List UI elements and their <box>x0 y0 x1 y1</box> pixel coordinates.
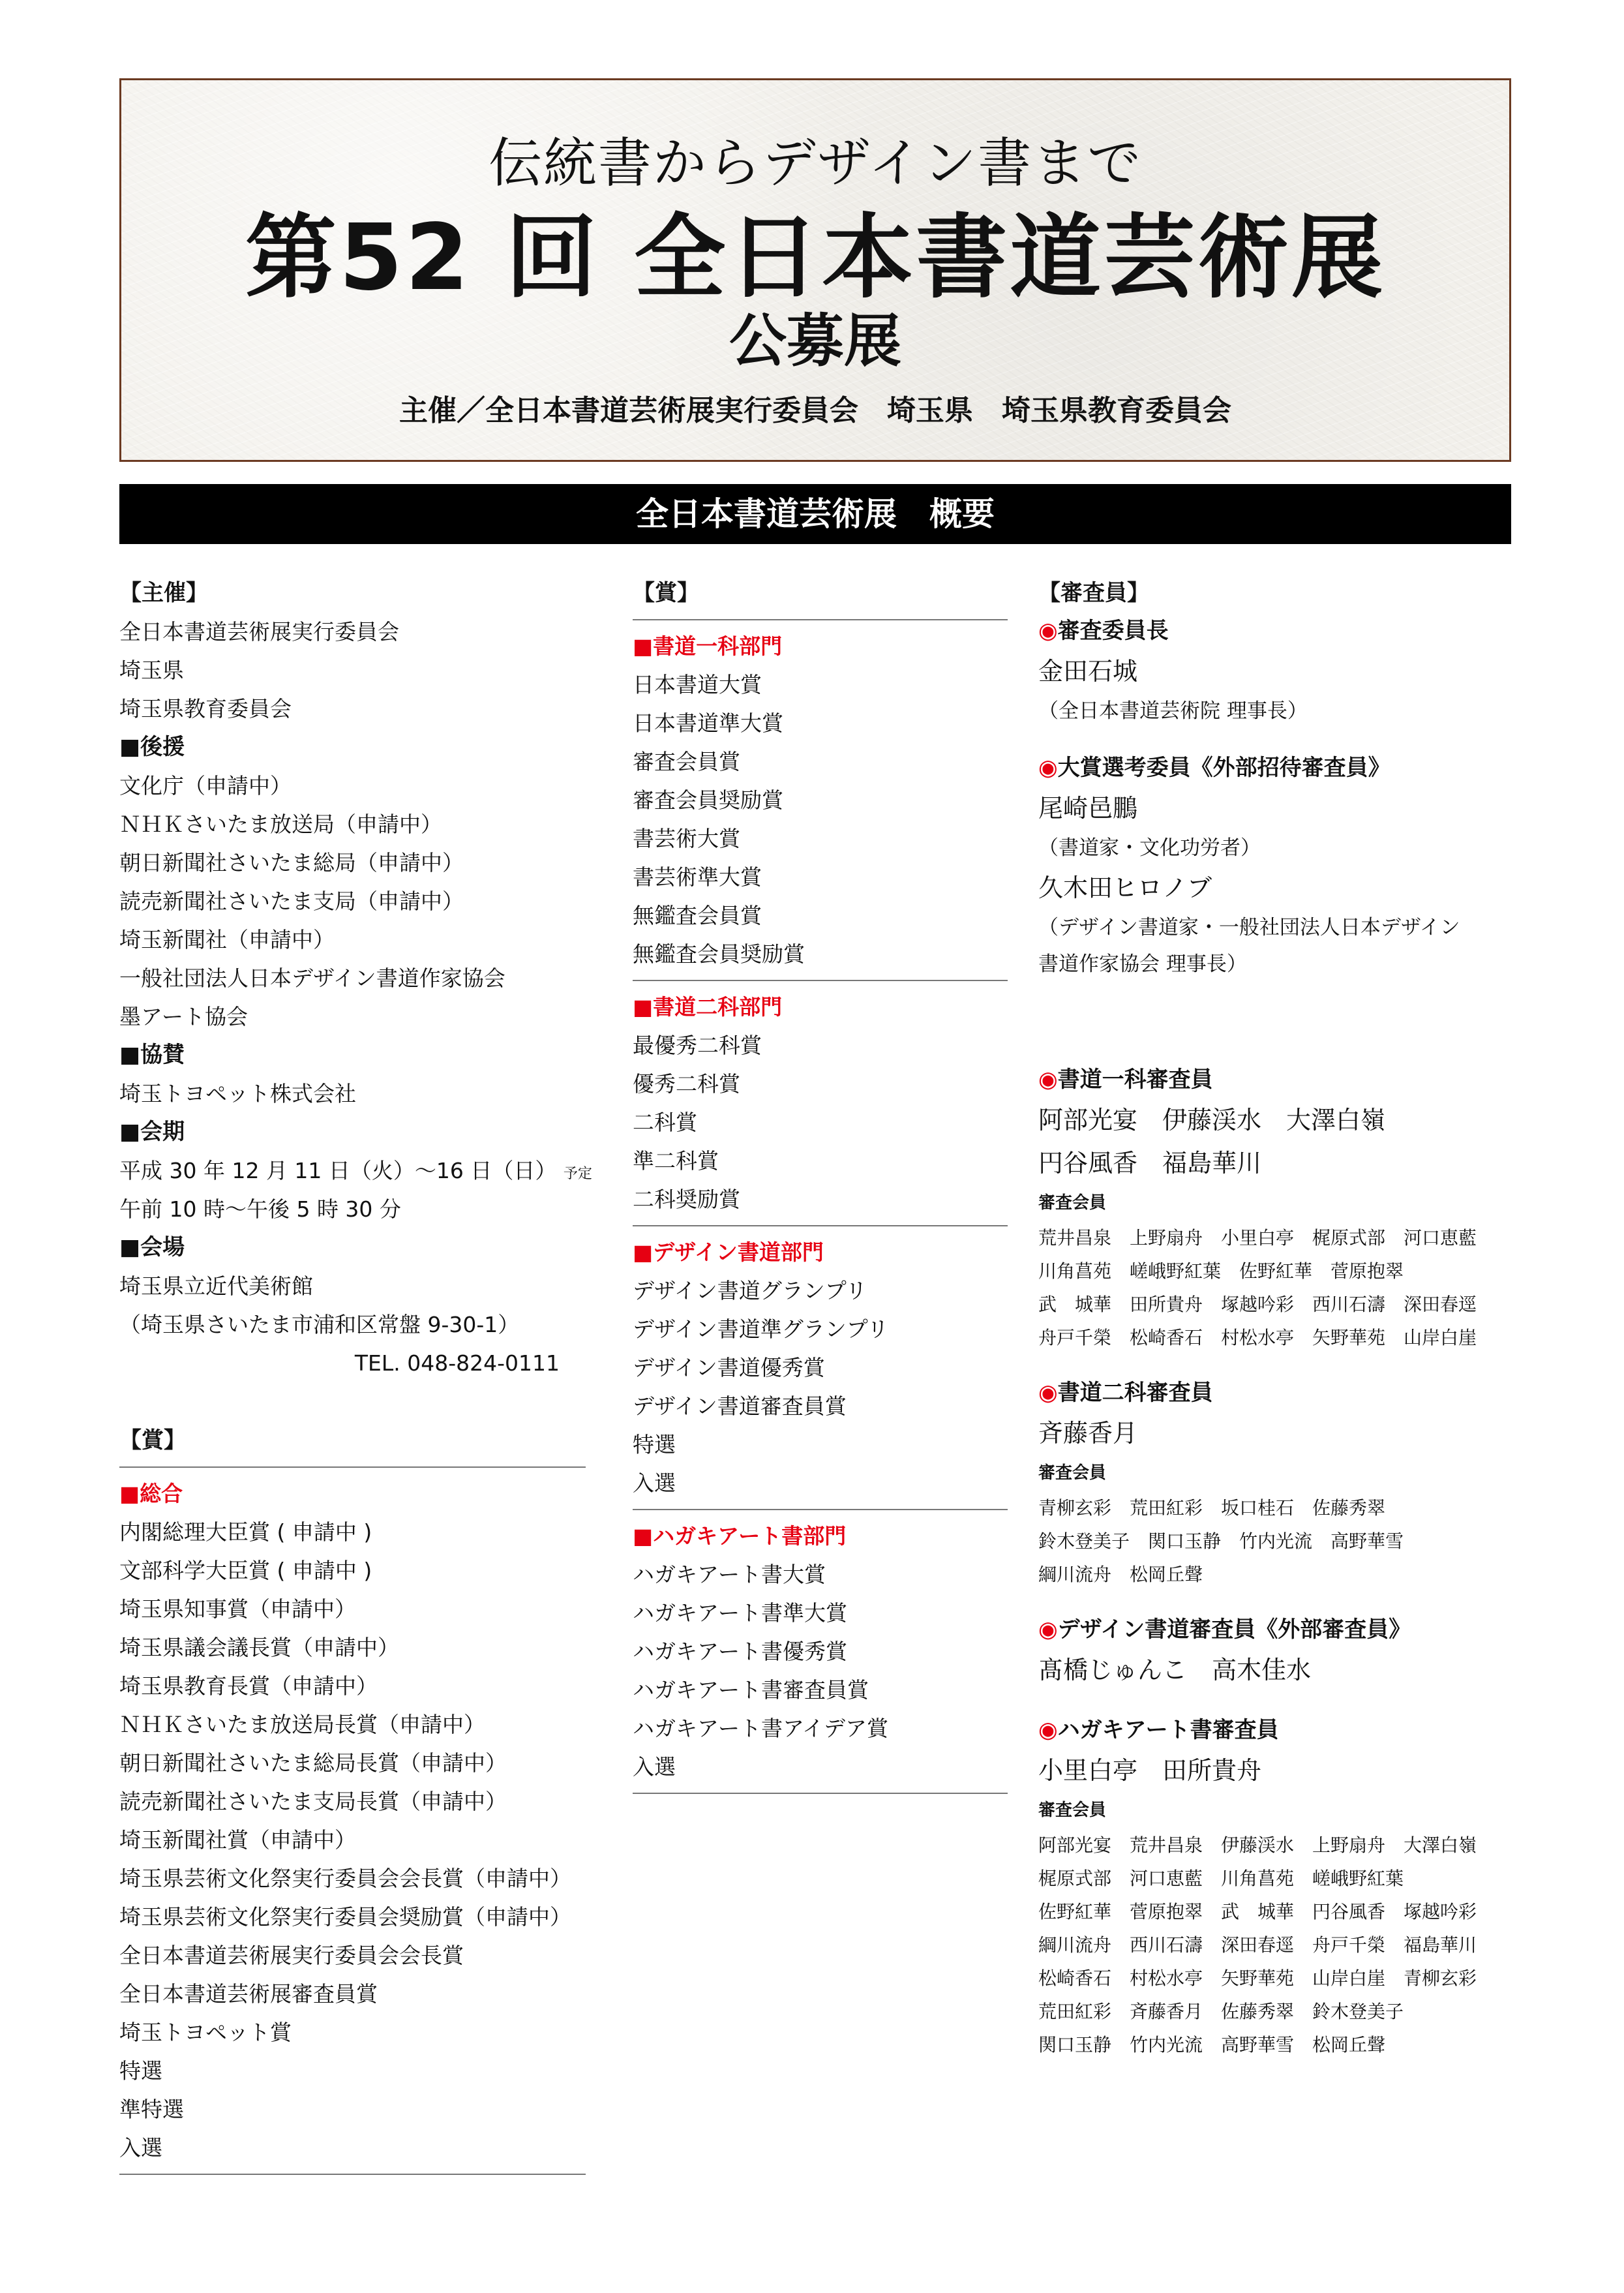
taisho-note-1: （書道家・文化功労者） <box>1038 836 1261 860</box>
list-item: 埼玉県 <box>119 658 184 683</box>
taisho-heading-text: 大賞選考委員《外部招待審査員》 <box>1057 755 1391 781</box>
list-item: 文化庁（申請中） <box>119 773 292 798</box>
exhibition-header <box>119 78 1511 462</box>
kyosan-list <box>119 1074 586 1113</box>
divider <box>633 1509 1008 1510</box>
member-row: 武 城華 田所貴舟 塚越吟彩 西川石濤 深田春逕 <box>1038 1294 1477 1315</box>
chair-heading <box>1038 612 1518 650</box>
chair-name: 金田石城 <box>1038 657 1138 686</box>
spacer <box>1038 982 1518 1061</box>
award-item: 準二科賞 <box>633 1148 719 1174</box>
list-item: 読売新聞社さいたま支局（申請中） <box>119 888 464 914</box>
nika-sub: 審査会員 <box>1038 1463 1107 1483</box>
ikka-members <box>1038 1221 1518 1354</box>
judge-names: 小里白亭 田所貴舟 <box>1038 1756 1262 1785</box>
judge-names: 斉藤香月 <box>1038 1419 1138 1448</box>
design-heading-text: デザイン書道審査員《外部審査員》 <box>1057 1617 1411 1643</box>
judge-names: 髙橋じゅんこ 高木佳水 <box>1038 1656 1312 1684</box>
award-item: 入選 <box>633 1470 676 1496</box>
list-item: （埼玉県さいたま市浦和区常盤 9-30-1） <box>119 1312 520 1337</box>
column-judges <box>1038 574 1518 2061</box>
column-organizers <box>119 574 592 2181</box>
target-icon: ◉ <box>1038 618 1058 644</box>
award-item: 入選 <box>633 1754 676 1780</box>
judge-names: 円谷風香 福島華川 <box>1038 1149 1262 1177</box>
divider <box>633 619 1008 620</box>
divider <box>633 1793 1008 1794</box>
member-row: 青柳玄彩 荒田紅彩 坂口桂石 佐藤秀翠 <box>1038 1497 1386 1519</box>
ikka-heading <box>1038 1061 1518 1099</box>
target-icon: ◉ <box>1038 755 1058 781</box>
section-title: ■ハガキアート書部門 <box>633 1523 847 1549</box>
award-item: 全日本書道芸術展審査員賞 <box>119 1981 378 2007</box>
hagaki-sub: 審査会員 <box>1038 1800 1107 1820</box>
member-row: 舟戸千榮 松崎香石 村松水亭 矢野華苑 山岸白崖 <box>1038 1327 1477 1348</box>
member-row: 梶原式部 河口恵藍 川角菖苑 嵯峨野紅葉 <box>1038 1868 1404 1889</box>
member-row: 関口玉静 竹内光流 高野華雪 松岡丘聲 <box>1038 2034 1386 2056</box>
divider <box>633 1225 1008 1226</box>
award-item: 埼玉県教育長賞（申請中） <box>119 1673 378 1699</box>
design-heading <box>1038 1611 1518 1648</box>
kaiki-time: 午前 10 時〜午後 5 時 30 分 <box>119 1196 401 1222</box>
member-row: 綱川流舟 西川石濤 深田春逕 舟戸千榮 福島華川 <box>1038 1934 1477 1956</box>
shusai-heading: 【主催】 <box>119 580 208 606</box>
award-item: 書芸術大賞 <box>633 826 740 851</box>
award-item: デザイン書道準グランプリ <box>633 1316 889 1342</box>
award-item: ハガキアート書審査員賞 <box>633 1677 869 1703</box>
member-row: 松崎香石 村松水亭 矢野華苑 山岸白崖 青柳玄彩 <box>1038 1967 1477 1989</box>
divider <box>119 2174 586 2175</box>
overview-band: 全日本書道芸術展 概要 <box>119 484 1511 544</box>
target-icon: ◉ <box>1038 1067 1058 1093</box>
chair-note: （全日本書道芸術院 理事長） <box>1038 699 1308 723</box>
ikka-heading-text: 書道一科審査員 <box>1057 1067 1213 1093</box>
nika-names <box>1038 1412 1518 1455</box>
member-row: 綱川流舟 松岡丘聲 <box>1038 1564 1203 1585</box>
award-item: 無鑑査会員賞 <box>633 903 762 928</box>
award-sections <box>633 619 1008 1794</box>
kaiki-suffix: 予定 <box>563 1166 592 1182</box>
section-title: ■書道二科部門 <box>633 994 783 1020</box>
award-item: 入選 <box>119 2135 162 2161</box>
hagaki-heading-text: ハガキアート書審査員 <box>1057 1717 1279 1743</box>
member-row: 川角菖苑 嵯峨野紅葉 佐野紅華 菅原抱翠 <box>1038 1260 1404 1282</box>
award-item: 埼玉新聞社賞（申請中） <box>119 1827 356 1853</box>
kaiki-date-text: 平成 30 年 12 月 11 日（火）〜16 日（日） <box>119 1158 557 1183</box>
target-icon: ◉ <box>1038 1380 1058 1406</box>
award-item: 書芸術準大賞 <box>633 864 762 890</box>
section-title: ■デザイン書道部門 <box>633 1239 824 1265</box>
target-icon: ◉ <box>1038 1717 1058 1743</box>
kaiki-date <box>119 1151 592 1190</box>
award-item: デザイン書道審査員賞 <box>633 1393 847 1419</box>
award-item: 審査会員奨励賞 <box>633 787 783 813</box>
list-item: 埼玉新聞社（申請中） <box>119 927 335 952</box>
award-item: 優秀二科賞 <box>633 1071 740 1097</box>
ikka-sub: 審査会員 <box>1038 1193 1107 1213</box>
spacer <box>1038 729 1518 749</box>
award-item: デザイン書道グランプリ <box>633 1278 867 1303</box>
award-item: ハガキアート書優秀賞 <box>633 1639 848 1664</box>
award-item: ハガキアート書大賞 <box>633 1562 826 1587</box>
sogo-list <box>119 1513 586 2167</box>
award-item: 埼玉トヨペット賞 <box>119 2020 292 2045</box>
award-item: 埼玉県議会議長賞（申請中） <box>119 1635 399 1660</box>
divider <box>633 980 1008 981</box>
nika-members <box>1038 1491 1518 1591</box>
member-row: 荒田紅彩 斉藤香月 佐藤秀翠 鈴木登美子 <box>1038 2001 1404 2022</box>
award-item: 準特選 <box>119 2097 184 2122</box>
kaiki-heading: ■会期 <box>119 1119 185 1145</box>
column-awards <box>633 574 1008 1800</box>
hagaki-heading <box>1038 1711 1518 1749</box>
sogo-heading: ■総合 <box>119 1481 183 1506</box>
award-item: 文部科学大臣賞 ( 申請中 ) <box>119 1558 372 1583</box>
ikka-names <box>1038 1099 1518 1185</box>
list-item: 墨アート協会 <box>119 1004 248 1029</box>
member-row: 阿部光宴 荒井昌泉 伊藤渓水 上野扇舟 大澤白嶺 <box>1038 1834 1477 1856</box>
member-row: 鈴木登美子 関口玉静 竹内光流 高野華雪 <box>1038 1530 1404 1552</box>
list-item: 埼玉トヨペット株式会社 <box>119 1081 356 1106</box>
award-item: 無鑑査会員奨励賞 <box>633 941 805 967</box>
exhibition-title: 第52 回 全日本書道芸術展 <box>245 205 1386 311</box>
koen-heading: ■後援 <box>119 734 185 760</box>
list-item: 埼玉県教育委員会 <box>119 696 292 721</box>
hagaki-members <box>1038 1829 1518 2061</box>
award-item: ＮＨＫさいたま放送局長賞（申請中） <box>119 1712 485 1737</box>
taisho-name-1: 尾崎邑鵬 <box>1038 794 1138 823</box>
award-item: 二科賞 <box>633 1110 697 1135</box>
award-item: デザイン書道優秀賞 <box>633 1355 825 1380</box>
award-item: 特選 <box>633 1432 676 1457</box>
taisho-name-2: 久木田ヒロノブ <box>1038 873 1212 902</box>
kaijo-list <box>119 1267 586 1344</box>
nika-heading-text: 書道二科審査員 <box>1057 1380 1213 1406</box>
list-item: 全日本書道芸術展実行委員会 <box>119 619 399 645</box>
spacer <box>1038 1591 1518 1611</box>
award-item: 二科奨励賞 <box>633 1187 740 1212</box>
list-item: ＮＨＫさいたま放送局（申請中） <box>119 812 442 837</box>
member-row: 佐野紅華 菅原抱翠 武 城華 円谷風香 塚越吟彩 <box>1038 1901 1477 1922</box>
list-item: 埼玉県立近代美術館 <box>119 1273 313 1299</box>
chair-heading-text: 審査委員長 <box>1057 618 1169 644</box>
award-item: 埼玉県知事賞（申請中） <box>119 1596 356 1622</box>
award-item: 埼玉県芸術文化祭実行委員会会長賞（申請中） <box>119 1866 571 1891</box>
award-item: 読売新聞社さいたま支局長賞（申請中） <box>119 1789 507 1814</box>
award-item: 全日本書道芸術展実行委員会会長賞 <box>119 1943 464 1968</box>
award-item: 内閣総理大臣賞 ( 申請中 ) <box>119 1519 372 1545</box>
award-item: ハガキアート書アイデア賞 <box>633 1716 889 1741</box>
divider <box>119 1466 586 1468</box>
nika-heading <box>1038 1374 1518 1412</box>
spacer <box>1038 1354 1518 1374</box>
section-title: ■書道一科部門 <box>633 633 783 659</box>
venue-tel: TEL. 048-824-0111 <box>354 1350 560 1376</box>
organizers-line: 主催／全日本書道芸術展実行委員会 埼玉県 埼玉県教育委員会 <box>399 394 1231 427</box>
target-icon: ◉ <box>1038 1617 1058 1643</box>
judge-names: 阿部光宴 伊藤渓水 大澤白嶺 <box>1038 1106 1386 1134</box>
list-item: 一般社団法人日本デザイン書道作家協会 <box>119 965 505 991</box>
taisho-heading <box>1038 749 1518 787</box>
taisho-note-2a: （デザイン書道家・一般社団法人日本デザイン <box>1038 916 1460 939</box>
award-item: 審査会員賞 <box>633 749 740 774</box>
kobo-label: 公募展 <box>729 307 901 374</box>
award-item: 埼玉県芸術文化祭実行委員会奨励賞（申請中） <box>119 1904 571 1930</box>
list-item: 朝日新聞社さいたま総局（申請中） <box>119 850 464 875</box>
kaijo-heading: ■会場 <box>119 1234 185 1260</box>
award-item: 特選 <box>119 2058 162 2084</box>
hagaki-names <box>1038 1749 1518 1792</box>
sho-heading: 【賞】 <box>119 1427 186 1453</box>
award-item: ハガキアート書準大賞 <box>633 1600 848 1626</box>
award-item: 日本書道大賞 <box>633 672 762 697</box>
taisho-note-2b: 書道作家協会 理事長） <box>1038 952 1247 976</box>
award-item: 朝日新聞社さいたま総局長賞（申請中） <box>119 1750 507 1776</box>
awards-heading: 【賞】 <box>633 580 699 606</box>
shusai-list <box>119 613 586 728</box>
kyosan-heading: ■協賛 <box>119 1042 185 1068</box>
award-item: 日本書道準大賞 <box>633 710 783 736</box>
judges-heading: 【審査員】 <box>1038 580 1149 606</box>
header-subtitle: 伝統書からデザイン書まで <box>488 132 1143 194</box>
member-row: 荒井昌泉 上野扇舟 小里白亭 梶原式部 河口恵藍 <box>1038 1227 1477 1249</box>
koen-list <box>119 767 586 1036</box>
award-item: 最優秀二科賞 <box>633 1033 762 1058</box>
spacer <box>1038 1692 1518 1711</box>
design-names <box>1038 1648 1518 1692</box>
spacer <box>119 1382 586 1421</box>
